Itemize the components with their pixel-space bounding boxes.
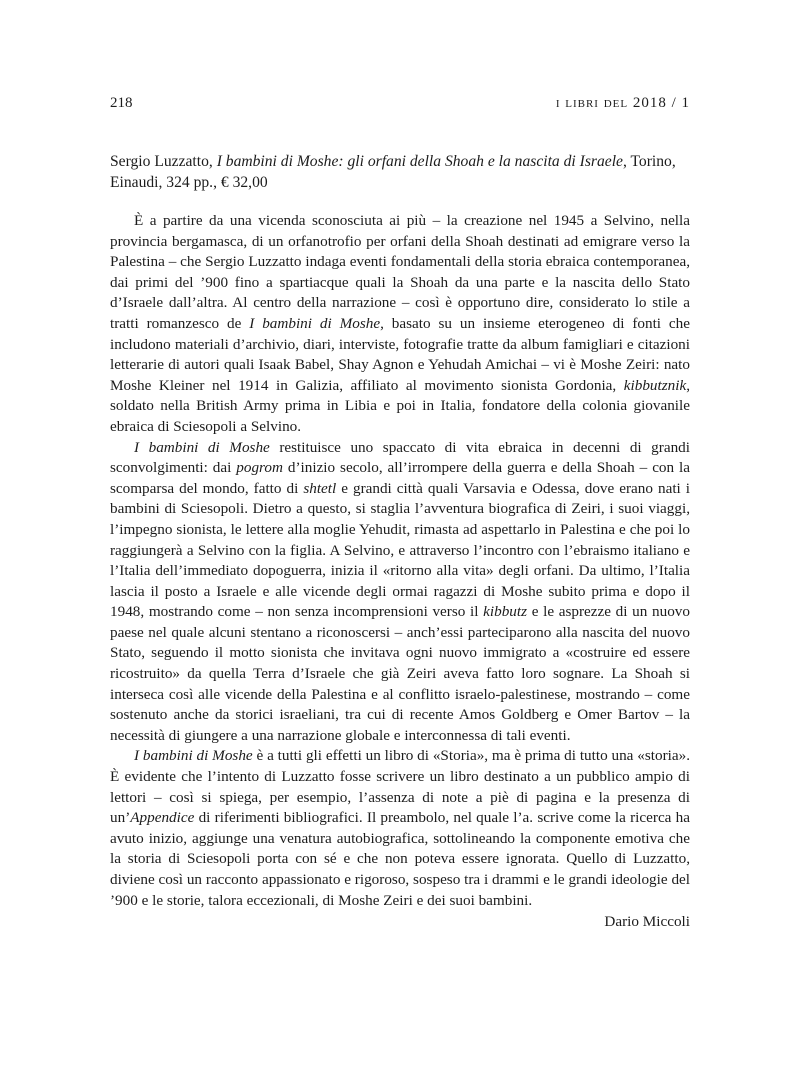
term-italic: kibbutz [483, 603, 528, 621]
page-number: 218 [110, 95, 133, 111]
paragraph-text: d’inizio secolo, all’irrompere della guerra e della Shoah – con la scomparsa del mondo, fatto di [110, 459, 690, 497]
running-head [110, 95, 690, 115]
book-title-italic: I bambini di Moshe [134, 747, 253, 765]
book-citation [110, 151, 690, 193]
paragraph-text: È a partire da una vicenda sconosciuta ai più – la creazione nel 1945 a Selvino, nella provincia bergamasca, di un orfanotrofio per orfani della Shoah destinati ad emigrare verso la Palestina – che Sergio Luzzatto indaga eventi fondamentali della storia ebraica contemporanea, dai primi del ’900 fino a spartiacque quali la Shoah da una parte e la nascita dello Stato d’Israele dall’altra. Al centro della narrazione – così è opportuno dire, considerato lo stile a tratti romanzesco de [110, 212, 690, 332]
paragraph-text: , soldato nella British Army prima in Libia e poi in Italia, fondatore della colonia giovanile ebraica di Sciesopoli a Selvino. [110, 376, 690, 435]
review-paragraph-3 [110, 746, 690, 911]
paragraph-text: , basato su un insieme eterogeneo di fonti che includono materiali d’archivio, diari, interviste, fotografie tratte da album famigliari e citazioni letterarie di autori quali Isaak Babel, Shay Agnon e Yehudah Amichai – vi è Moshe Zeiri: nato Moshe Kleiner nel 1914 in Galizia, affiliato al movimento sionista Gordonia, [110, 314, 690, 394]
citation-book-title: I bambini di Moshe: gli orfani della Shoah e la nascita di Israele [216, 153, 623, 170]
paragraph-text: e le asprezze di un nuovo paese nel quale alcuni stentano a riconoscersi – anch’essi parteciparono alla nascita del nuovo Stato, seguendo il motto sionista che invitava ogni nuovo immigrato a «costruire ed essere ricostruito» da quella Terra d’Israele che già Zeiri aveva fatto loro sognare. La Shoah si interseca così alle vicende della Palestina e al conflitto israelo-palestinese, mostrando – come sostenuto anche da storici israeliani, tra cui di recente Amos Goldberg e Omer Bartov – la necessità di giungere a una narrazione globale e interconnessa di tali eventi. [110, 603, 690, 744]
term-italic: pogrom [236, 459, 283, 477]
paragraph-text: è a tutti gli effetti un libro di «Storia», ma è prima di tutto una «storia». È evidente che l’intento di Luzzatto fosse scrivere un libro destinato a un pubblico ampio di lettori – così si spiega, per esempio, l’assenza di note a piè di pagina e la presenza di un’ [110, 747, 690, 827]
reviewer-signature: Dario Miccoli [604, 913, 690, 931]
term-italic: Appendice [130, 809, 195, 827]
term-italic: shtetl [303, 479, 337, 497]
citation-publication-details: , Torino, Einaudi, 324 pp., € 32,00 [110, 153, 676, 191]
book-title-italic: I bambini di Moshe [134, 438, 270, 456]
paragraph-text: di riferimenti bibliografici. Il preambolo, nel quale l’a. scrive come la ricerca ha avuto inizio, aggiunge una venatura autobiografica, sottolineando la componente emotiva che la storia di Sciesopoli porta con sé e che non poteva essere ignorata. Quello di Luzzatto, diviene così un racconto appassionato e rigoroso, sospeso tra i drammi e le grandi ideologie del ’900 e le storie, talora eccezionali, di Moshe Zeiri e dei suoi bambini. [110, 809, 690, 909]
paragraph-text: e grandi città quali Varsavia e Odessa, dove erano nati i bambini di Sciesopoli. Dietro a questo, si staglia l’avventura biografica di Zeiri, i suoi viaggi, l’impegno sionista, le lettere alla moglie Yehudit, rimasta ad aspettarlo in Palestina e che poi lo raggiungerà a Selvino con la figlia. A Selvino, e attraverso l’incontro con l’ebraismo italiano e l’Italia dell’immediato dopoguerra, inizia il «ritorno alla vita» degli orfani. Da ultimo, l’Italia lascia il posto a Israele e alle vicende degli ormai ragazzi di Moshe subito prima e dopo il 1948, mostrando come – non senza incomprensioni verso il [110, 479, 690, 621]
review-paragraph-2 [110, 438, 690, 747]
review-body [110, 211, 690, 933]
term-italic: kibbutznik [623, 376, 687, 394]
paragraph-text: restituisce uno spaccato di vita ebraica in decenni di grandi sconvolgimenti: dai [110, 438, 690, 477]
review-paragraph-1 [110, 211, 690, 438]
citation-author: Sergio Luzzatto, [110, 153, 217, 170]
book-title-italic: I bambini di Moshe [249, 314, 381, 332]
journal-running-title: i libri del 2018 / 1 [555, 95, 690, 111]
